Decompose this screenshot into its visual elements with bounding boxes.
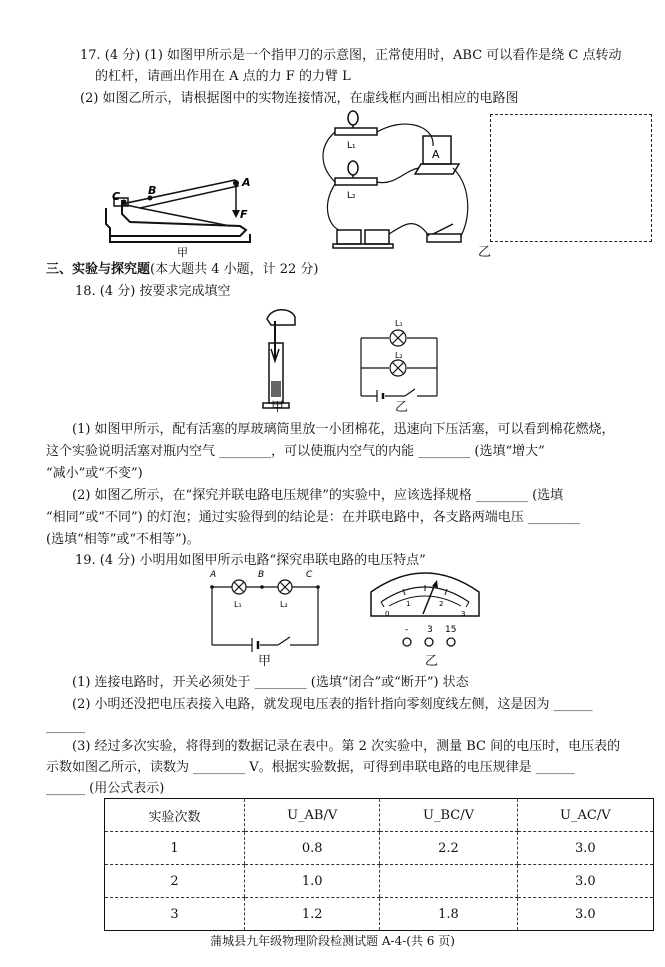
label-a: A	[242, 176, 251, 189]
q18-p1-line1: (1) 如图甲所示，配有活塞的厚玻璃筒里放一小团棉花，迅速向下压活塞，可以看到棉花燃烧，	[72, 422, 615, 437]
terminal-3-label: 3	[427, 625, 433, 635]
page-footer: 蒲城县九年级物理阶段检测试题 A-4-(共 6 页)	[210, 934, 455, 948]
table-cell: 2	[105, 865, 245, 898]
label-a: A	[210, 570, 217, 580]
q17-figure-jia	[100, 170, 260, 260]
q17-line1: 17. (4 分) (1) 如图甲所示是一个指甲刀的示意图，正常使用时，ABC 可以看作是绕 C 点转动	[80, 48, 622, 63]
table-cell: 0.8	[245, 832, 380, 865]
q18-caption-jia: 甲	[271, 400, 285, 415]
q19-caption-yi: 乙	[425, 654, 439, 669]
label-c: C	[112, 190, 121, 203]
lamp-l2	[335, 161, 377, 185]
header-uac: U_AC/V	[517, 799, 653, 832]
label-l2: L₂	[347, 191, 356, 201]
battery	[333, 230, 393, 248]
caption-jia: 甲	[177, 246, 188, 259]
q17-figure-yi	[315, 106, 475, 256]
header-ubc: U_BC/V	[380, 799, 517, 832]
q18-p1-line2: 这个实验说明活塞对瓶内空气 ________，可以使瓶内空气的内能 ________ (选填“增大”	[46, 444, 545, 459]
table-cell: 1	[105, 832, 245, 865]
q19-p2-line1: (2) 小明还没把电压表接入电路，就发现电压表的指针指向零刻度线左侧，这是因为 ______	[72, 697, 593, 712]
q18-figure-jia	[255, 303, 305, 415]
point-c	[122, 200, 127, 205]
q18-line1: 18. (4 分) 按要求完成填空	[75, 284, 231, 299]
q17-caption-yi: 乙	[478, 245, 492, 260]
q18-p1-line3: “减小”或“不变”)	[46, 466, 143, 481]
ammeter-label: A	[432, 148, 440, 161]
label-l1: L₁	[395, 319, 403, 328]
table-cell: 1.8	[380, 898, 517, 931]
label-l2: L₂	[280, 600, 288, 609]
answer-dashed-box	[490, 114, 652, 242]
table-cell: 2.2	[380, 832, 517, 865]
table-cell: 3.0	[517, 898, 653, 931]
q18-p2-line2: “相同”或“不同”) 的灯泡；通过实验得到的结论是：在并联电路中，各支路两端电压 ________	[46, 510, 580, 525]
data-table	[104, 798, 654, 931]
terminal-minus	[403, 638, 411, 646]
scale-1: 1	[406, 600, 411, 608]
q18-p2-line3: (选填“相等”或“不相等”)。	[46, 532, 200, 547]
label-c: C	[306, 570, 313, 580]
switch	[427, 224, 461, 242]
q19-line1: 19. (4 分) 小明用如图甲所示电路“探究串联电路的电压特点”	[75, 553, 426, 568]
table-cell: 3	[105, 898, 245, 931]
q19-caption-jia: 甲	[258, 654, 272, 669]
table-row	[105, 865, 654, 898]
label-l1: L₁	[347, 141, 356, 151]
q18-figure-yi	[355, 312, 445, 404]
q19-p3-line3: ______ (用公式表示)	[46, 781, 165, 796]
q19-p2-line2: ______	[46, 719, 85, 734]
label-f: F	[240, 208, 248, 221]
q17-line2: 的杠杆，请画出作用在 A 点的力 F 的力臂 L	[95, 69, 351, 84]
label-l1: L₁	[234, 600, 242, 609]
table-cell: 3.0	[517, 832, 653, 865]
header-uab: U_AB/V	[245, 799, 380, 832]
terminal-3	[425, 638, 433, 646]
table-row	[105, 898, 654, 931]
q19-figure-jia	[200, 565, 325, 665]
terminal-15	[447, 638, 455, 646]
table-header-row	[105, 799, 654, 832]
label-b: B	[258, 570, 265, 580]
q18-caption-yi: 乙	[395, 400, 409, 415]
section3-title: 三、实验与探究题	[46, 262, 151, 277]
q18-p2-line1: (2) 如图乙所示，在“探究并联电路电压规律”的实验中，应该选择规格 ________ (选填	[72, 488, 564, 503]
scale-2: 2	[439, 600, 444, 608]
table-cell: 3.0	[517, 865, 653, 898]
q17-line3: (2) 如图乙所示，请根据图中的实物连接情况，在虚线框内画出相应的电路图	[80, 91, 519, 106]
table-cell	[380, 865, 517, 898]
label-b: B	[148, 184, 157, 197]
terminal-minus-label: -	[405, 625, 409, 635]
q19-p3-line2: 示数如图乙所示，读数为 ________ V。根据实验数据，可得到串联电路的电压规律是 ______	[46, 760, 575, 775]
header-trial: 实验次数	[105, 799, 245, 832]
terminal-15-label: 15	[445, 625, 457, 635]
table-cell: 1.0	[245, 865, 380, 898]
label-l2: L₂	[395, 351, 403, 360]
table-cell: 1.2	[245, 898, 380, 931]
q19-p1: (1) 连接电路时，开关必须处于 ________ (选填“闭合”或“断开”) 状态	[72, 675, 469, 690]
scale-3: 3	[461, 610, 466, 618]
lamp-l1	[335, 111, 377, 135]
scale-0: 0	[385, 610, 390, 618]
table-row	[105, 832, 654, 865]
section3-note: (本大题共 4 小题，计 22 分)	[150, 262, 319, 277]
q19-p3-line1: (3) 经过多次实验，将得到的数据记录在表中。第 2 次实验中，测量 BC 间的电压时，电压表的	[72, 739, 621, 754]
